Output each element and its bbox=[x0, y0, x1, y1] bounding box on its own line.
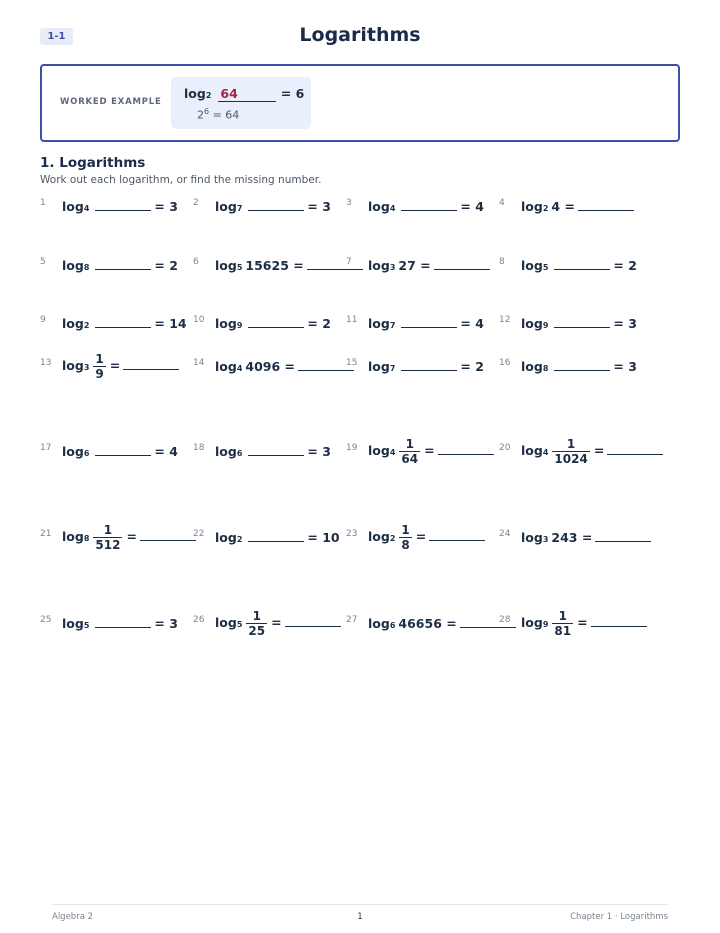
question-expression bbox=[368, 523, 488, 552]
fraction-argument bbox=[399, 437, 420, 466]
question-rhs: = 2 bbox=[613, 258, 637, 273]
fraction-numerator: 1 bbox=[399, 437, 420, 452]
answer-blank[interactable] bbox=[95, 615, 151, 628]
fraction-argument bbox=[552, 609, 573, 638]
log-text: log bbox=[521, 316, 543, 331]
log-base: 9 bbox=[542, 321, 549, 330]
log-text: log bbox=[62, 444, 84, 459]
question-number: 3 bbox=[346, 198, 352, 208]
fraction-denominator: 9 bbox=[95, 367, 104, 381]
question-rhs: = 2 bbox=[307, 316, 331, 331]
log-base: 8 bbox=[542, 364, 549, 373]
answer-blank[interactable] bbox=[554, 315, 610, 328]
log-argument: 27 = bbox=[398, 258, 431, 273]
question-rhs: = 3 bbox=[613, 316, 637, 331]
example-answer: 64 bbox=[218, 86, 276, 102]
log-base: 8 bbox=[83, 263, 90, 272]
question-number: 27 bbox=[346, 615, 358, 625]
question-expression bbox=[368, 437, 497, 466]
example-check-base: 2 bbox=[197, 108, 204, 122]
answer-blank[interactable] bbox=[429, 528, 485, 541]
log-base: 6 bbox=[389, 621, 396, 630]
question-number: 13 bbox=[40, 358, 52, 368]
log-text: log bbox=[521, 258, 543, 273]
log-text: log bbox=[521, 443, 543, 458]
question-expression bbox=[62, 523, 199, 552]
log-text: log bbox=[215, 530, 237, 545]
question-number: 28 bbox=[499, 615, 511, 625]
log-text: log bbox=[368, 258, 390, 273]
question-expression bbox=[62, 443, 178, 459]
log-base: 2 bbox=[542, 204, 549, 213]
answer-blank[interactable] bbox=[95, 443, 151, 456]
question-number: 6 bbox=[193, 257, 199, 267]
question-number: 4 bbox=[499, 198, 505, 208]
question-expression bbox=[215, 358, 357, 374]
question-rhs: = 3 bbox=[154, 616, 178, 631]
question-expression bbox=[215, 257, 366, 273]
footer-page-number: 1 bbox=[357, 912, 363, 922]
question-expression bbox=[62, 615, 178, 631]
question-expression bbox=[62, 315, 187, 331]
answer-blank[interactable] bbox=[248, 198, 304, 211]
question-rhs: = 3 bbox=[154, 199, 178, 214]
answer-blank[interactable] bbox=[554, 358, 610, 371]
log-base: 5 bbox=[236, 620, 243, 629]
log-argument: 4 = bbox=[551, 199, 575, 214]
question-number: 21 bbox=[40, 529, 52, 539]
answer-blank[interactable] bbox=[123, 357, 179, 370]
answer-blank[interactable] bbox=[248, 529, 304, 542]
answer-blank[interactable] bbox=[595, 529, 651, 542]
question-rhs: = 10 bbox=[307, 530, 340, 545]
example-rhs: = 6 bbox=[280, 86, 305, 101]
question-expression bbox=[215, 315, 331, 331]
question-number: 19 bbox=[346, 443, 358, 453]
question-expression bbox=[368, 358, 484, 374]
section-instructions: Work out each logarithm, or find the missing number. bbox=[40, 174, 322, 186]
log-base: 4 bbox=[389, 448, 396, 457]
equals-sign: = bbox=[424, 443, 435, 458]
fraction-denominator: 8 bbox=[401, 538, 410, 552]
question-rhs: = 2 bbox=[154, 258, 178, 273]
lesson-badge: 1-1 bbox=[40, 28, 73, 45]
fraction-argument bbox=[246, 609, 267, 638]
worked-example-card bbox=[171, 77, 311, 129]
log-base: 4 bbox=[389, 204, 396, 213]
equals-sign: = bbox=[577, 615, 588, 630]
worked-example-label: WORKED EXAMPLE bbox=[60, 97, 162, 107]
log-base: 7 bbox=[389, 321, 396, 330]
question-expression bbox=[368, 257, 493, 273]
answer-blank[interactable] bbox=[401, 358, 457, 371]
question-number: 8 bbox=[499, 257, 505, 267]
question-number: 15 bbox=[346, 358, 358, 368]
question-number: 12 bbox=[499, 315, 511, 325]
log-text: log bbox=[62, 316, 84, 331]
log-text: log bbox=[368, 359, 390, 374]
question-expression bbox=[62, 352, 182, 381]
answer-blank[interactable] bbox=[607, 442, 663, 455]
question-expression bbox=[521, 198, 637, 214]
log-base: 7 bbox=[236, 204, 243, 213]
fraction-argument bbox=[93, 352, 105, 381]
log-base: 9 bbox=[542, 620, 549, 629]
log-text: log bbox=[215, 199, 237, 214]
fraction-denominator: 25 bbox=[248, 624, 266, 638]
equals-sign: = bbox=[593, 443, 605, 458]
question-expression bbox=[215, 198, 331, 214]
fraction-numerator: 1 bbox=[552, 437, 589, 452]
question-expression bbox=[215, 609, 344, 638]
question-expression bbox=[368, 615, 519, 631]
log-text: log bbox=[62, 199, 84, 214]
log-text: log bbox=[215, 258, 237, 273]
log-text: log bbox=[368, 529, 390, 544]
example-check-exp: 6 bbox=[204, 107, 210, 116]
question-number: 18 bbox=[193, 443, 205, 453]
log-argument: 46656 = bbox=[398, 616, 457, 631]
question-number: 22 bbox=[193, 529, 205, 539]
question-expression bbox=[368, 198, 484, 214]
log-text: log bbox=[368, 316, 390, 331]
log-base: 2 bbox=[83, 321, 90, 330]
worked-example-box bbox=[40, 64, 680, 142]
footer-course: Algebra 2 bbox=[52, 912, 94, 922]
log-base: 8 bbox=[83, 534, 90, 543]
question-rhs: = 3 bbox=[613, 359, 637, 374]
log-base: 5 bbox=[236, 263, 243, 272]
log-text: log bbox=[215, 359, 237, 374]
answer-blank[interactable] bbox=[248, 443, 304, 456]
fraction-denominator: 1024 bbox=[554, 452, 588, 466]
log-text: log bbox=[368, 199, 390, 214]
question-expression bbox=[521, 257, 637, 273]
log-text: log bbox=[521, 359, 543, 374]
log-text: log bbox=[521, 615, 543, 630]
log-text: log bbox=[62, 258, 84, 273]
question-expression bbox=[521, 529, 654, 545]
question-number: 1 bbox=[40, 198, 46, 208]
log-text: log bbox=[521, 199, 543, 214]
question-number: 2 bbox=[193, 198, 199, 208]
log-base: 3 bbox=[542, 535, 549, 544]
equals-sign: = bbox=[271, 615, 282, 630]
answer-blank[interactable] bbox=[591, 614, 647, 627]
section-title: 1. Logarithms bbox=[40, 155, 146, 171]
answer-blank[interactable] bbox=[401, 198, 457, 211]
answer-blank[interactable] bbox=[434, 257, 490, 270]
answer-blank[interactable] bbox=[248, 315, 304, 328]
footer-chapter: Chapter 1 · Logarithms bbox=[570, 912, 668, 922]
answer-blank[interactable] bbox=[285, 614, 341, 627]
log-base: 6 bbox=[83, 449, 90, 458]
question-rhs: = 4 bbox=[460, 316, 484, 331]
log-text: log bbox=[215, 615, 237, 630]
question-rhs: = 3 bbox=[307, 444, 331, 459]
fraction-argument bbox=[552, 437, 589, 466]
question-expression bbox=[521, 609, 650, 638]
question-number: 14 bbox=[193, 358, 205, 368]
log-base: 5 bbox=[542, 263, 549, 272]
log-text: log bbox=[521, 530, 543, 545]
fraction-denominator: 64 bbox=[401, 452, 419, 466]
answer-blank[interactable] bbox=[95, 315, 151, 328]
log-text: log bbox=[62, 529, 84, 544]
question-rhs: = 14 bbox=[154, 316, 187, 331]
answer-blank[interactable] bbox=[554, 257, 610, 270]
page-title: Logarithms bbox=[299, 24, 421, 46]
question-rhs: = 4 bbox=[154, 444, 178, 459]
question-number: 7 bbox=[346, 257, 352, 267]
log-base: 4 bbox=[236, 364, 243, 373]
log-text: log bbox=[215, 444, 237, 459]
fraction-numerator: 1 bbox=[552, 609, 573, 624]
log-base: 9 bbox=[236, 321, 243, 330]
question-number: 16 bbox=[499, 358, 511, 368]
fraction-denominator: 512 bbox=[95, 538, 121, 552]
log-argument: 243 = bbox=[551, 530, 593, 545]
equals-sign: = bbox=[126, 529, 137, 544]
equals-sign: = bbox=[415, 529, 427, 544]
question-number: 9 bbox=[40, 315, 46, 325]
fraction-denominator: 81 bbox=[554, 624, 572, 638]
log-base: 3 bbox=[83, 363, 90, 372]
log-base: 3 bbox=[389, 263, 396, 272]
footer-divider bbox=[52, 904, 668, 905]
fraction-numerator: 1 bbox=[95, 352, 104, 366]
answer-blank[interactable] bbox=[95, 198, 151, 211]
log-base: 4 bbox=[83, 204, 90, 213]
question-number: 17 bbox=[40, 443, 52, 453]
example-equation bbox=[184, 86, 304, 102]
question-expression bbox=[215, 529, 340, 545]
question-expression bbox=[62, 257, 178, 273]
equals-sign: = bbox=[109, 358, 121, 373]
fraction-argument bbox=[399, 523, 411, 552]
question-rhs: = 4 bbox=[460, 199, 484, 214]
fraction-numerator: 1 bbox=[401, 523, 410, 537]
question-number: 11 bbox=[346, 315, 358, 325]
log-base: 2 bbox=[236, 535, 243, 544]
question-expression bbox=[215, 443, 331, 459]
question-number: 24 bbox=[499, 529, 511, 539]
question-expression bbox=[62, 198, 178, 214]
question-expression bbox=[521, 358, 637, 374]
fraction-numerator: 1 bbox=[93, 523, 122, 538]
question-number: 10 bbox=[193, 315, 205, 325]
example-base: 2 bbox=[205, 91, 212, 100]
answer-blank[interactable] bbox=[438, 442, 494, 455]
example-check-rest: = 64 bbox=[209, 108, 240, 122]
answer-blank[interactable] bbox=[140, 528, 196, 541]
answer-blank[interactable] bbox=[95, 257, 151, 270]
question-number: 23 bbox=[346, 529, 358, 539]
question-expression bbox=[521, 315, 637, 331]
question-number: 5 bbox=[40, 257, 46, 267]
fraction-argument bbox=[93, 523, 122, 552]
log-base: 7 bbox=[389, 364, 396, 373]
answer-blank[interactable] bbox=[578, 198, 634, 211]
log-argument: 4096 = bbox=[245, 359, 296, 374]
question-expression bbox=[368, 315, 484, 331]
question-expression bbox=[521, 437, 666, 466]
log-text: log bbox=[368, 443, 390, 458]
log-text: log bbox=[62, 358, 84, 373]
log-text: log bbox=[215, 316, 237, 331]
question-number: 26 bbox=[193, 615, 205, 625]
log-text: log bbox=[62, 616, 84, 631]
question-number: 25 bbox=[40, 615, 52, 625]
question-rhs: = 3 bbox=[307, 199, 331, 214]
log-argument: 15625 = bbox=[245, 258, 304, 273]
log-base: 5 bbox=[83, 621, 90, 630]
example-log: log bbox=[184, 86, 206, 101]
example-check bbox=[197, 107, 239, 122]
question-rhs: = 2 bbox=[460, 359, 484, 374]
question-number: 20 bbox=[499, 443, 511, 453]
log-base: 4 bbox=[542, 448, 549, 457]
log-base: 2 bbox=[389, 534, 396, 543]
fraction-numerator: 1 bbox=[246, 609, 267, 624]
log-base: 6 bbox=[236, 449, 243, 458]
answer-blank[interactable] bbox=[401, 315, 457, 328]
log-text: log bbox=[368, 616, 390, 631]
